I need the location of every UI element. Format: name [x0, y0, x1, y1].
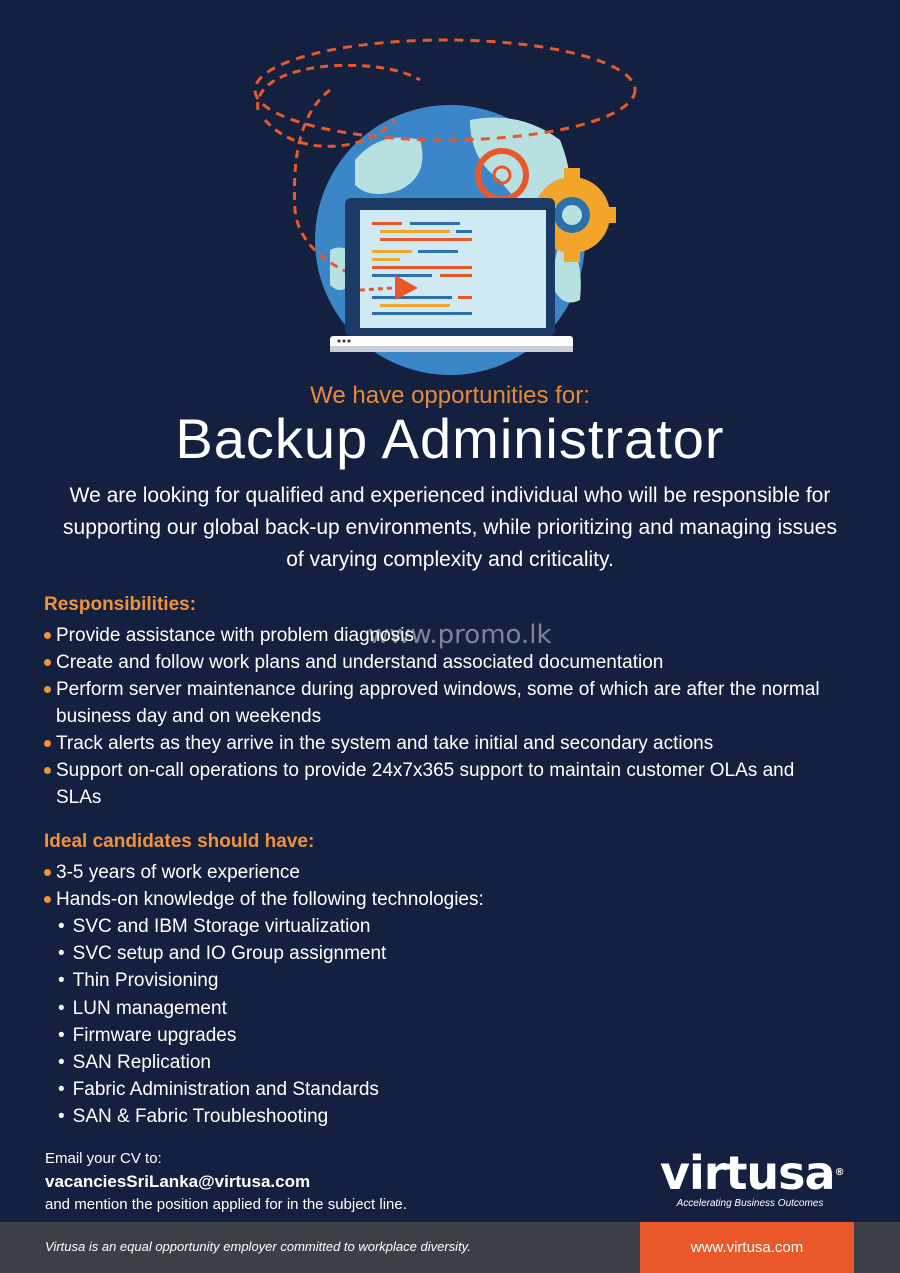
globe-laptop-illustration — [0, 0, 900, 380]
virtusa-logo — [660, 1146, 844, 1209]
email-link[interactable]: vacanciesSriLanka@virtusa.com — [45, 1172, 311, 1191]
list-item: Hands-on knowledge of the following technologies: — [44, 886, 844, 913]
logo-word: virtusa — [660, 1146, 835, 1200]
candidates-list — [44, 859, 844, 913]
technology-item: • Thin Provisioning — [58, 970, 219, 992]
technology-item: • SAN & Fabric Troubleshooting — [58, 1106, 329, 1128]
bullet-icon — [44, 686, 51, 693]
technology-item: • SAN Replication — [58, 1052, 211, 1074]
email-note: and mention the position applied for in the subject line. — [45, 1196, 407, 1213]
laptop-icon — [330, 198, 573, 352]
contact-block — [45, 1148, 565, 1216]
subtitle: We have opportunities for: — [310, 382, 590, 409]
responsibilities-list — [44, 622, 844, 811]
bullet-icon — [44, 659, 51, 666]
responsibilities-heading: Responsibilities: — [44, 594, 197, 615]
list-item: Create and follow work plans and understand associated documentation — [44, 649, 844, 676]
technologies-list — [58, 913, 758, 1131]
technology-item: • Fabric Administration and Standards — [58, 1079, 379, 1101]
technology-item: • SVC and IBM Storage virtualization — [58, 916, 371, 937]
registered-mark: ® — [834, 1167, 844, 1178]
website-link[interactable]: www.virtusa.com — [640, 1222, 854, 1273]
bullet-icon — [44, 767, 51, 774]
list-item: Perform server maintenance during approved windows, some of which are after the normal business day and on weekends — [44, 676, 844, 730]
list-item: 3-5 years of work experience — [44, 859, 844, 886]
watermark: www.promo.lk — [368, 620, 552, 650]
bullet-icon — [44, 740, 51, 747]
bullet-icon — [44, 632, 51, 639]
list-item: Support on-call operations to provide 24x7x365 support to maintain customer OLAs and SLAs — [44, 757, 844, 811]
technology-item: • Firmware upgrades — [58, 1024, 237, 1046]
list-item: Track alerts as they arrive in the system and take initial and secondary actions — [44, 730, 844, 757]
email-label: Email your CV to: — [45, 1150, 162, 1167]
footer-statement: Virtusa is an equal opportunity employer committed to workplace diversity. — [45, 1239, 471, 1254]
page-title: Backup Administrator — [175, 407, 725, 470]
intro-paragraph: We are looking for qualified and experienced individual who will be responsible for supporting our global back-up environments, while prioritizing and managing issues of varying complexity and criticality. — [63, 484, 837, 571]
bullet-icon — [44, 896, 51, 903]
logo-tagline: Accelerating Business Outcomes — [676, 1198, 824, 1209]
list-item: Provide assistance with problem diagnosis — [44, 622, 844, 649]
technology-item: • SVC setup and IO Group assignment — [58, 943, 387, 965]
technology-item: • LUN management — [58, 997, 227, 1019]
bullet-icon — [44, 869, 51, 876]
candidates-heading: Ideal candidates should have: — [44, 831, 315, 852]
footer-bar — [0, 1222, 900, 1273]
